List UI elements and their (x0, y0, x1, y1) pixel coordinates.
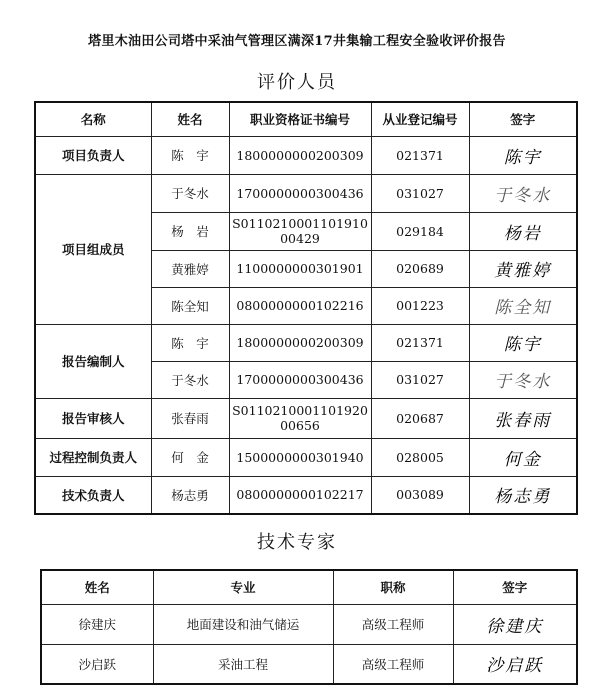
table-row (41, 644, 577, 684)
name-cell: 于冬水 (151, 361, 229, 398)
reg-cell: 003089 (371, 476, 469, 514)
signature: 陈宇 (469, 324, 577, 361)
name-cell: 陈 宇 (151, 136, 229, 174)
name-cell: 沙启跃 (41, 644, 153, 684)
signature: 何金 (469, 438, 577, 476)
signature: 徐建庆 (453, 604, 577, 644)
signature: 张春雨 (469, 398, 577, 438)
reg-cell: 029184 (371, 212, 469, 250)
table-row (35, 438, 577, 476)
role-cell: 技术负责人 (35, 476, 151, 514)
role-cell: 项目负责人 (35, 136, 151, 174)
reg-cell: 028005 (371, 438, 469, 476)
cert-cell: 0800000000102217 (229, 476, 371, 514)
table-row (41, 604, 577, 644)
title-cell: 高级工程师 (333, 644, 453, 684)
experts-table (40, 569, 578, 685)
name-cell: 陈 宇 (151, 324, 229, 361)
cert-cell: S011021000110192000656 (229, 398, 371, 438)
reg-cell: 021371 (371, 324, 469, 361)
name-cell: 黄雅婷 (151, 250, 229, 287)
cert-cell: 1800000000200309 (229, 136, 371, 174)
header-sign: 签字 (469, 102, 577, 136)
signature: 陈全知 (469, 287, 577, 324)
reg-cell: 001223 (371, 287, 469, 324)
major-cell: 采油工程 (153, 644, 333, 684)
cert-cell: 1700000000300436 (229, 174, 371, 212)
evaluators-header-row (35, 102, 577, 136)
reg-cell: 021371 (371, 136, 469, 174)
reg-cell: 031027 (371, 361, 469, 398)
header-sign: 签字 (453, 570, 577, 604)
name-cell: 陈全知 (151, 287, 229, 324)
title-cell: 高级工程师 (333, 604, 453, 644)
header-reg: 从业登记编号 (371, 102, 469, 136)
name-cell: 徐建庆 (41, 604, 153, 644)
cert-cell: 1500000000301940 (229, 438, 371, 476)
signature: 杨岩 (469, 212, 577, 250)
cert-cell: 1100000000301901 (229, 250, 371, 287)
role-cell: 报告审核人 (35, 398, 151, 438)
signature: 杨志勇 (469, 476, 577, 514)
name-cell: 张春雨 (151, 398, 229, 438)
signature: 于冬水 (469, 361, 577, 398)
name-cell: 杨志勇 (151, 476, 229, 514)
reg-cell: 020689 (371, 250, 469, 287)
role-cell: 项目组成员 (35, 174, 151, 324)
document-title: 塔里木油田公司塔中采油气管理区满深17井集输工程安全验收评价报告 (88, 34, 506, 49)
header-cert: 职业资格证书编号 (229, 102, 371, 136)
cert-cell: S011021000110191000429 (229, 212, 371, 250)
table-row (35, 476, 577, 514)
reg-cell: 031027 (371, 174, 469, 212)
header-name: 姓名 (41, 570, 153, 604)
major-cell: 地面建设和油气储运 (153, 604, 333, 644)
cert-cell: 0800000000102216 (229, 287, 371, 324)
reg-cell: 020687 (371, 398, 469, 438)
name-cell: 于冬水 (151, 174, 229, 212)
evaluators-section-title: 评价人员 (257, 72, 337, 93)
table-row (35, 174, 577, 212)
signature: 陈宇 (469, 136, 577, 174)
header-role: 名称 (35, 102, 151, 136)
cert-cell: 1700000000300436 (229, 361, 371, 398)
experts-header-row (41, 570, 577, 604)
evaluators-table (34, 101, 578, 515)
table-row (35, 136, 577, 174)
header-major: 专业 (153, 570, 333, 604)
name-cell: 杨 岩 (151, 212, 229, 250)
signature: 沙启跃 (453, 644, 577, 684)
role-cell: 报告编制人 (35, 324, 151, 398)
experts-section-title: 技术专家 (257, 532, 337, 553)
role-cell: 过程控制负责人 (35, 438, 151, 476)
name-cell: 何 金 (151, 438, 229, 476)
table-row (35, 398, 577, 438)
header-title: 职称 (333, 570, 453, 604)
signature: 于冬水 (469, 174, 577, 212)
cert-cell: 1800000000200309 (229, 324, 371, 361)
signature: 黄雅婷 (469, 250, 577, 287)
table-row (35, 324, 577, 361)
header-name: 姓名 (151, 102, 229, 136)
